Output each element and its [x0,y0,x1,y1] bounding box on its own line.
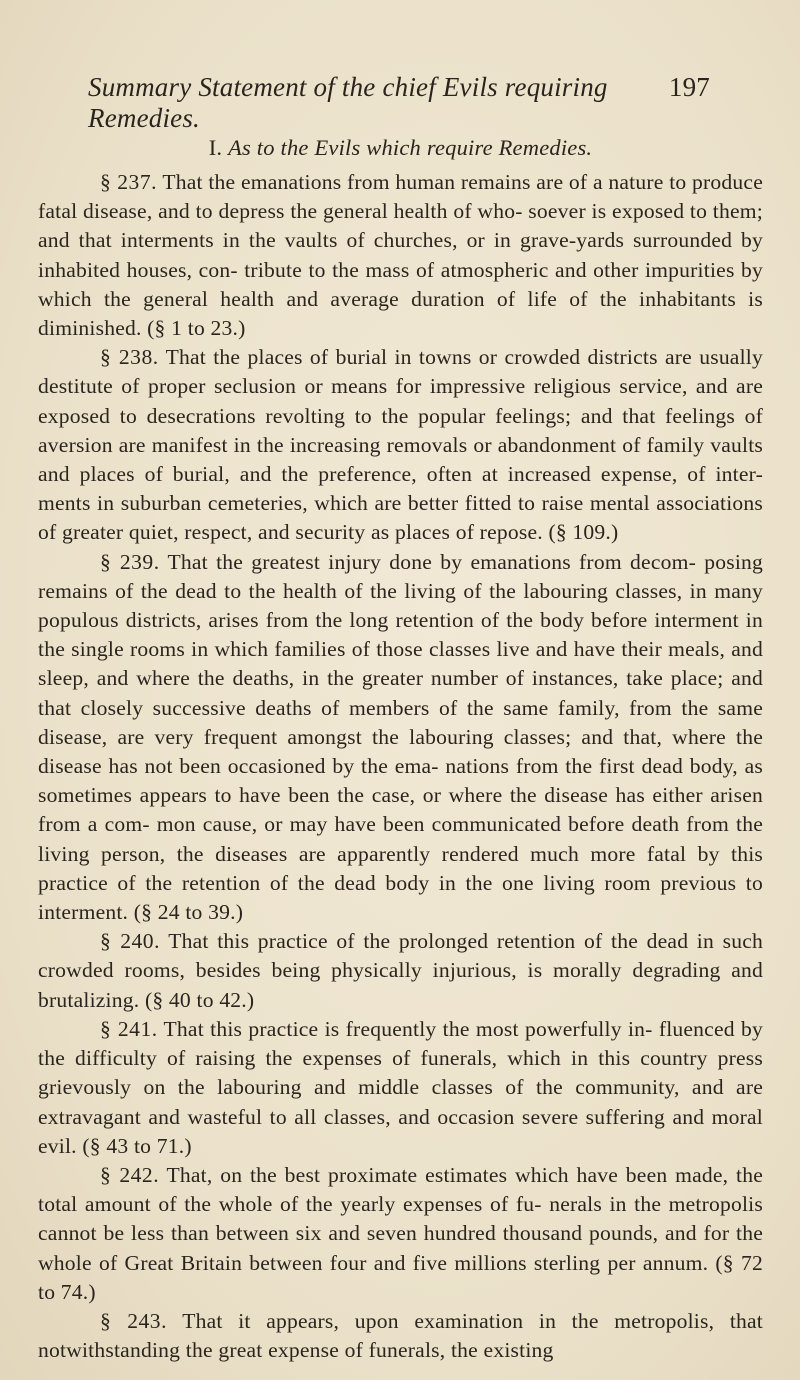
paragraph-text: That this practice of the prolonged retention of the dead in such crowded rooms, besides being physically injurious, is morally degrading and brutalizing. (§ 40 to 42.) [38,929,763,1012]
section-numeral: I. [208,135,223,160]
paragraph-text: That this practice is frequently the most powerfully in- fluenced by the difficulty of raising the expenses of funerals, which in this country press grievously on the labouring and middle classes of the community, and are extravagant and wasteful to all classes, and occasion severe suffering and moral evil. (§ 43 to 71.) [38,1016,764,1158]
section-number: § 243. [100,1308,167,1333]
section-heading-text: As to the Evils which require Remedies. [228,135,593,160]
paragraph-242 [38,1161,763,1307]
paragraph-239 [38,548,763,928]
paragraph-243 [38,1307,763,1365]
running-head [88,72,710,133]
section-number: § 238. [100,345,159,370]
section-number: § 239. [100,549,160,574]
section-number: § 240. [100,929,160,954]
section-number: § 241. [100,1016,158,1041]
body-text [38,132,763,1365]
paragraph-text: That, on the best proximate estimates which have been made, the total amount of the whole of the yearly expenses of fu- nerals in the metropolis cannot be less than between six and seven hundred thousand pounds, and for the whole of Great Britain between four and five millions sterling per annum. (§ 72 to 74.) [38,1162,763,1304]
paragraph-text: That the places of burial in towns or crowded districts are usually destitute of proper seclusion or means for impressive religious service, and are exposed to desecrations revolting to the popular feelings; and that feelings of aversion are manifest in the increasing removals or abandonment of family vaults and places of burial, and the preference, often at increased expense, of inter- ments in suburban cemeteries, which are better fitted to raise mental associations of greater quiet, respect, and security as places of repose. (§ 109.) [38,345,763,545]
paragraph-238 [38,343,763,547]
paragraph-text: That the greatest injury done by emanations from decom- posing remains of the dead to the health of the living of the labouring classes, in many populous districts, arises from the long retention of the body before interment in the single rooms in which families of those classes live and have their meals, and sleep, and where the deaths, in the greater number of instances, take place; and that closely successive deaths of members of the same family, from the same disease, are very frequent amongst the labouring classes; and that, where the disease has not been occasioned by the ema- nations from the first dead body, as sometimes appears to have been the case, or where the disease has either arisen from a com- mon cause, or may have been communicated before death from the living person, the diseases are apparently rendered much more fatal by this practice of the retention of the dead body in the one living room previous to interment. (§ 24 to 39.) [38,549,764,925]
paragraph-text: That the emanations from human remains are of a nature to produce fatal disease, and to depress the general health of who- soever is exposed to them; and that interments in the vaults of churches, or in grave-yards surrounded by inhabited houses, con- tribute to the mass of atmospheric and other impurities by which the general health and average duration of life of the inhabitants is diminished. (§ 1 to 23.) [38,170,763,341]
section-number: § 242. [100,1162,160,1187]
running-head-title: Summary Statement of the chief Evils requiring Remedies. [88,72,608,133]
page-number: 197 [668,72,710,102]
paragraph-240 [38,927,763,1015]
paragraph-237 [38,168,763,343]
section-heading [38,132,763,164]
section-number: § 237. [100,170,158,194]
paragraph-text: That it appears, upon examination in the metropolis, that notwithstanding the great expense of funerals, the existing [38,1308,763,1363]
paragraph-241 [38,1015,763,1161]
